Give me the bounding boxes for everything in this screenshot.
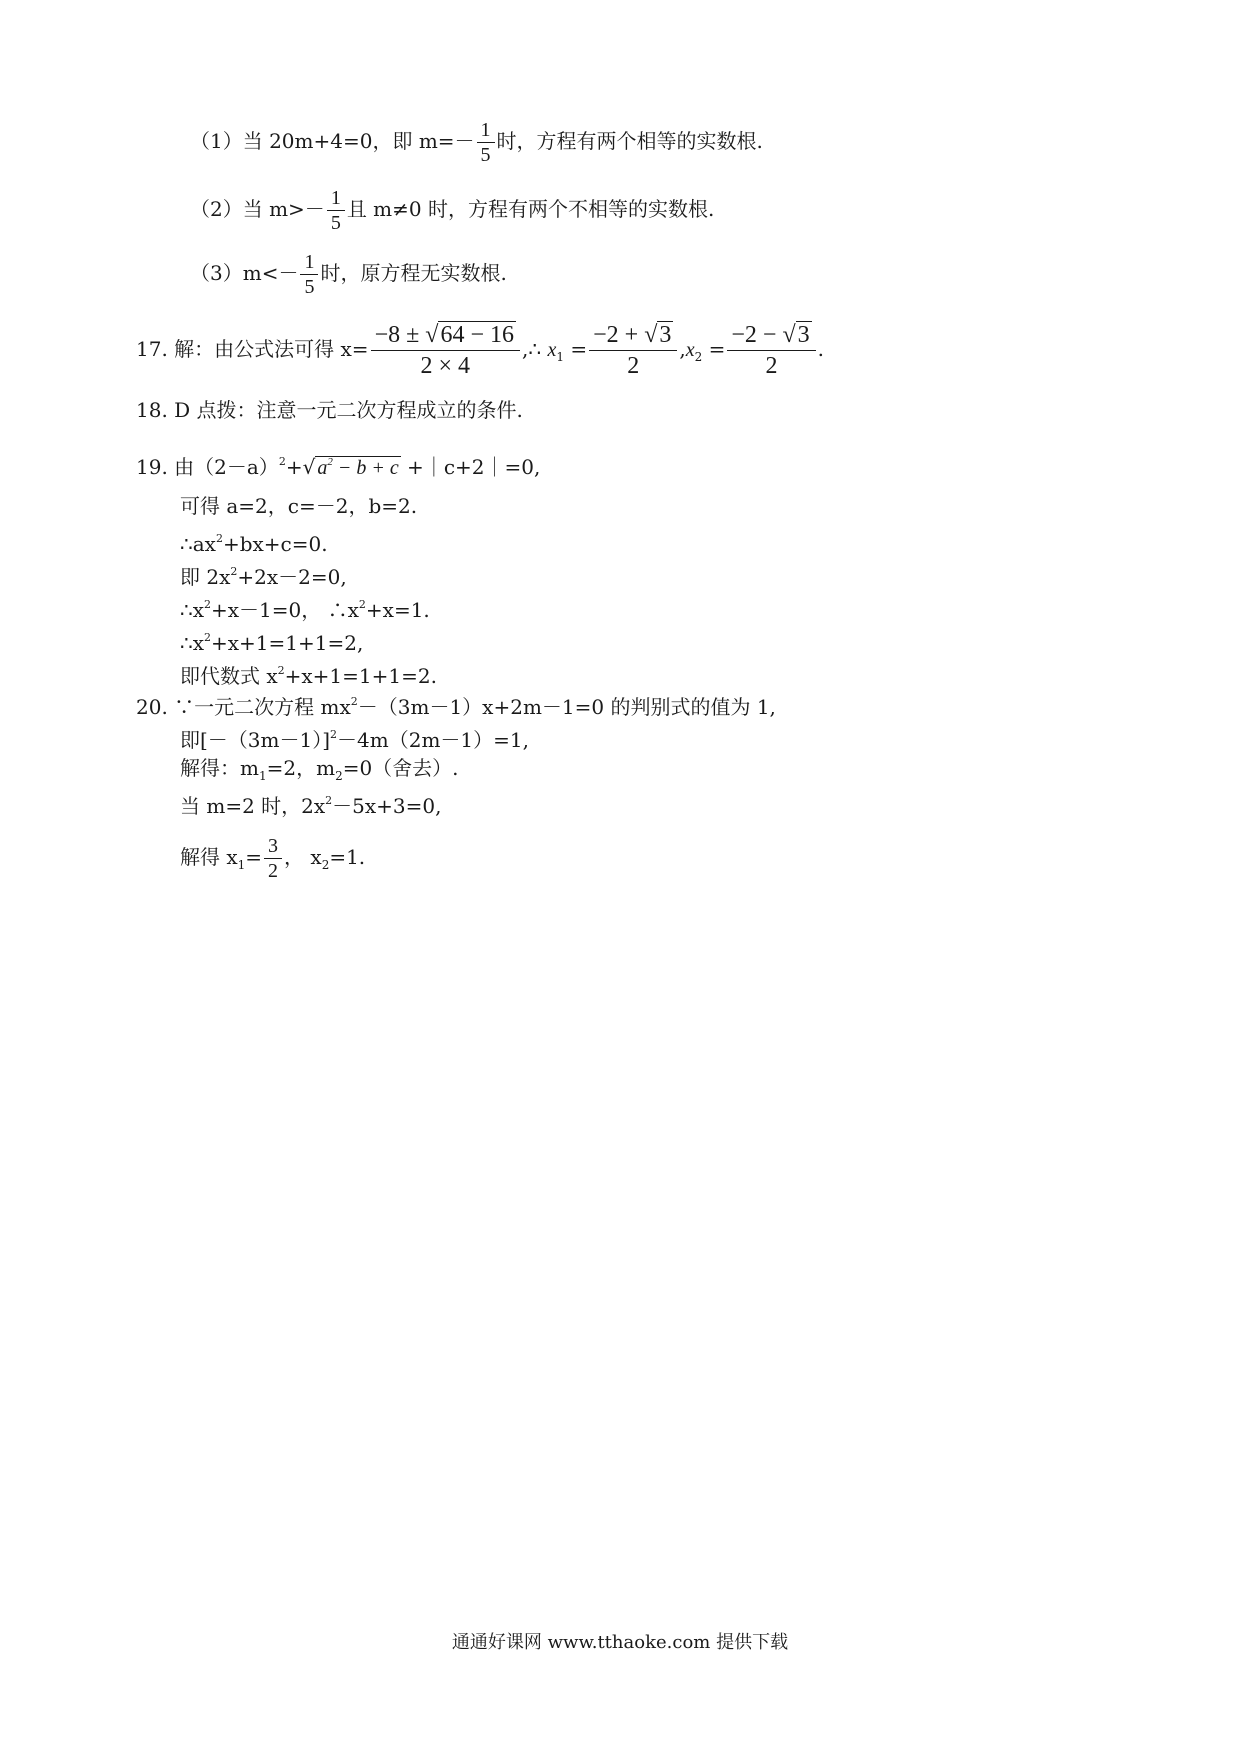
radicand: $a^2 - b + c$ bbox=[317, 456, 399, 479]
case-2-conclusion: 且 m≠0 时，方程有两个不相等的实数根. bbox=[346, 197, 715, 221]
quadratic-formula-fraction: $\frac{-8 \pm √64 - 16}{2 \times 4}$ bbox=[371, 320, 520, 381]
question-19-line-4: 即 $2x^2+2x-2=0$, bbox=[180, 565, 347, 589]
case-3-text: （3）m<－ bbox=[190, 261, 299, 285]
fraction-three-halves: $\frac{3}{2}$ bbox=[264, 834, 282, 883]
fraction-one-fifth: $\frac{1}{5}$ bbox=[477, 118, 495, 167]
question-19-line-1: 19. 由$(2-a)^2+√$ $a^2 - b + c$ +｜c+2｜=0, bbox=[136, 455, 541, 479]
case-3-conclusion: 时，原方程无实数根. bbox=[320, 261, 507, 285]
question-20-line-4: 当 m=2 时，$2x^2-5x+3=0$, bbox=[180, 794, 442, 818]
question-20-line-5: 解得 $x_1=$ $\frac{3}{2}$ ， $x_2=1$. bbox=[180, 835, 366, 882]
question-19-line-5: $\therefore x^2+x-1=0$， $\therefore x^2+x=1$. bbox=[180, 598, 430, 622]
question-20-line-2: 即$[-(3m-1)]^2-4m(2m-1)=1$, bbox=[180, 728, 529, 752]
case-2-line bbox=[190, 186, 714, 235]
fraction-one-fifth: $\frac{1}{5}$ bbox=[300, 250, 318, 299]
question-19-line-2: 可得 a=2，c=－2，b=2. bbox=[180, 494, 418, 518]
case-1-conclusion: 时，方程有两个相等的实数根. bbox=[496, 129, 763, 153]
root-x1-fraction: $\frac{-2 + √3}{2}$ bbox=[589, 320, 677, 381]
page-footer: 通通好课网 www.tthaoke.com 提供下载 bbox=[451, 1632, 789, 1653]
question-19-line-7: 即代数式 $x^2+x+1=1+1=2$. bbox=[180, 664, 437, 688]
question-19-line-6: $\therefore x^2+x+1=1+1=2$, bbox=[180, 631, 364, 655]
case-2-text: （2）当 m>－ bbox=[190, 197, 325, 221]
case-1-text: （1）当 20m+4=0，即 m=－ bbox=[190, 129, 475, 153]
case-3-line bbox=[190, 250, 507, 299]
question-17: 17. 解：由公式法可得 x= $\frac{-8 \pm √64 - 16}{2 \times 4}$ ,∴ $x_1$ = $\frac{-2 + √3}{2}$ $,x_2$ = $\frac{-2 - √3}{2}$ . bbox=[136, 322, 824, 379]
question-19-line-3: $\therefore ax^2+bx+c=0$. bbox=[180, 532, 328, 556]
q17-label: 17. 解：由公式法可得 x= bbox=[136, 337, 369, 361]
case-1-line bbox=[190, 118, 763, 167]
question-20-line-3: 解得：$m_1=2$，$m_2=0$（舍去）. bbox=[180, 756, 459, 783]
fraction-one-fifth: $\frac{1}{5}$ bbox=[327, 186, 345, 235]
question-20-line-1: 20. ∵一元二次方程 $mx^2-(3m-1)x+2m-1=0$ 的判别式的值为 1, bbox=[136, 695, 776, 719]
question-18: 18. D 点拨：注意一元二次方程成立的条件. bbox=[136, 398, 523, 422]
root-x2-fraction: $\frac{-2 - √3}{2}$ bbox=[727, 320, 815, 381]
